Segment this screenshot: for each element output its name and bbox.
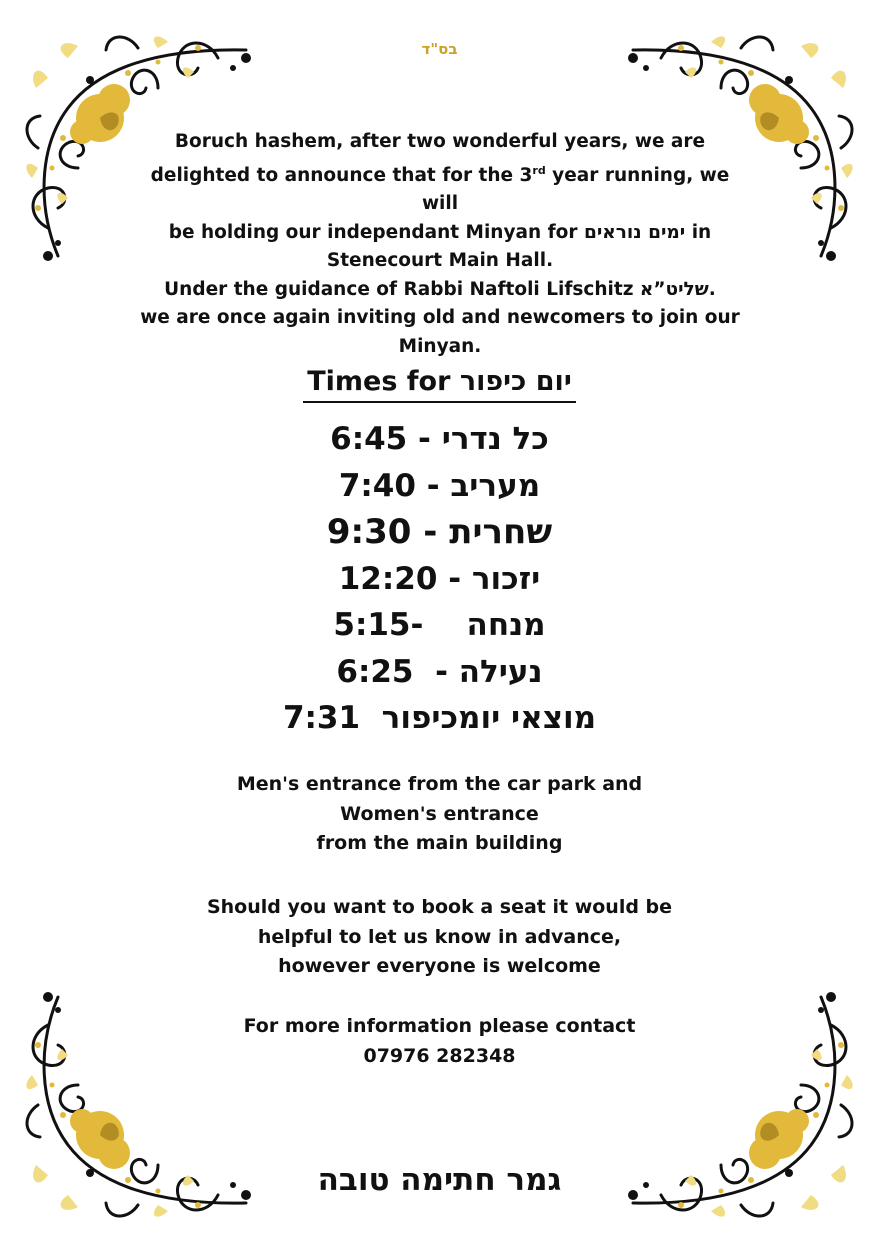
closing-greeting: גמר חתימה טובה [317, 1162, 562, 1198]
contact-line-1: For more information please contact [243, 1015, 636, 1037]
prayer-name: מנחה [466, 607, 546, 643]
intro-line-4: Stenecourt Main Hall. [326, 250, 554, 272]
time-separator: - [415, 467, 451, 504]
time-row-kol-nidrei [0, 416, 879, 463]
prayer-name: כל נדרי [441, 421, 549, 457]
prayer-name: שחרית [449, 512, 553, 552]
bsd-header: בס"ד [421, 40, 458, 58]
prayer-name: מעריב [450, 467, 541, 504]
time-value: 6:45 [330, 421, 408, 457]
time-value: 5:15 [333, 607, 411, 643]
time-separator [360, 700, 382, 736]
intro-line-3-pre: be holding our independant Minyan for [168, 221, 584, 243]
time-value: 9:30 [326, 512, 412, 552]
times-list [0, 416, 879, 742]
booking-line-2: helpful to let us know in advance, [257, 925, 622, 948]
intro-line-6: we are once again inviting old and newcomers to join our [140, 307, 740, 329]
time-separator: - [413, 653, 459, 690]
time-row-mincha [0, 602, 879, 649]
time-value: 7:31 [282, 700, 361, 736]
time-separator: - [411, 512, 450, 552]
intro-line-2 [130, 157, 750, 219]
time-separator: - [437, 560, 472, 597]
intro-line-1: Boruch hashem, after two wonderful years, we are [174, 131, 706, 152]
ordinal-suffix: rd [532, 163, 546, 177]
intro-line-5-pre: Under the guidance of Rabbi Naftoli Lifschitz [164, 278, 640, 300]
entrance-line-1: Men's entrance from the car park and [236, 773, 643, 795]
entrance-line-2: Women's entrance [340, 802, 539, 825]
entrance-info [0, 770, 879, 859]
times-heading [0, 366, 879, 403]
time-row-motzei-yom-kippur [0, 695, 879, 742]
contact-phone: 07976 282348 [363, 1044, 516, 1067]
entrance-line-3: from the main building [316, 832, 563, 854]
time-row-neilah [0, 649, 879, 696]
time-row-yizkor [0, 556, 879, 603]
prayer-name: יזכור [471, 560, 541, 597]
intro-line-5-post: . [708, 278, 716, 300]
intro-line-2-pre: delighted to announce that for the 3 [150, 164, 533, 186]
prayer-name: מוצאי יומכיפור [381, 700, 597, 736]
times-heading-hebrew: יום כיפור [459, 366, 572, 397]
time-separator: - [407, 421, 442, 457]
booking-line-1: Should you want to book a seat it would be [206, 896, 673, 918]
intro-paragraph [130, 128, 750, 361]
time-row-maariv [0, 463, 879, 510]
rabbi-title: שליט”א [639, 278, 709, 300]
time-row-shacharis [0, 509, 879, 556]
times-heading-prefix: Times for [307, 366, 460, 397]
times-heading-text [303, 366, 576, 403]
prayer-name: נעילה [458, 653, 543, 690]
time-value: 6:25 [336, 653, 414, 690]
yamim-noraim: ימים נוראים [583, 221, 686, 243]
booking-line-3: however everyone is welcome [278, 955, 601, 977]
contact-info [0, 1012, 879, 1071]
intro-line-5 [130, 276, 750, 305]
intro-line-7: Minyan. [398, 335, 482, 357]
intro-line-2-post: year running, we will [421, 164, 730, 215]
time-value: 7:40 [338, 467, 416, 504]
intro-line-3-post: in [685, 221, 712, 243]
intro-line-3 [130, 219, 750, 248]
booking-info [0, 893, 879, 982]
time-separator: - [410, 607, 467, 643]
time-value: 12:20 [338, 560, 438, 597]
